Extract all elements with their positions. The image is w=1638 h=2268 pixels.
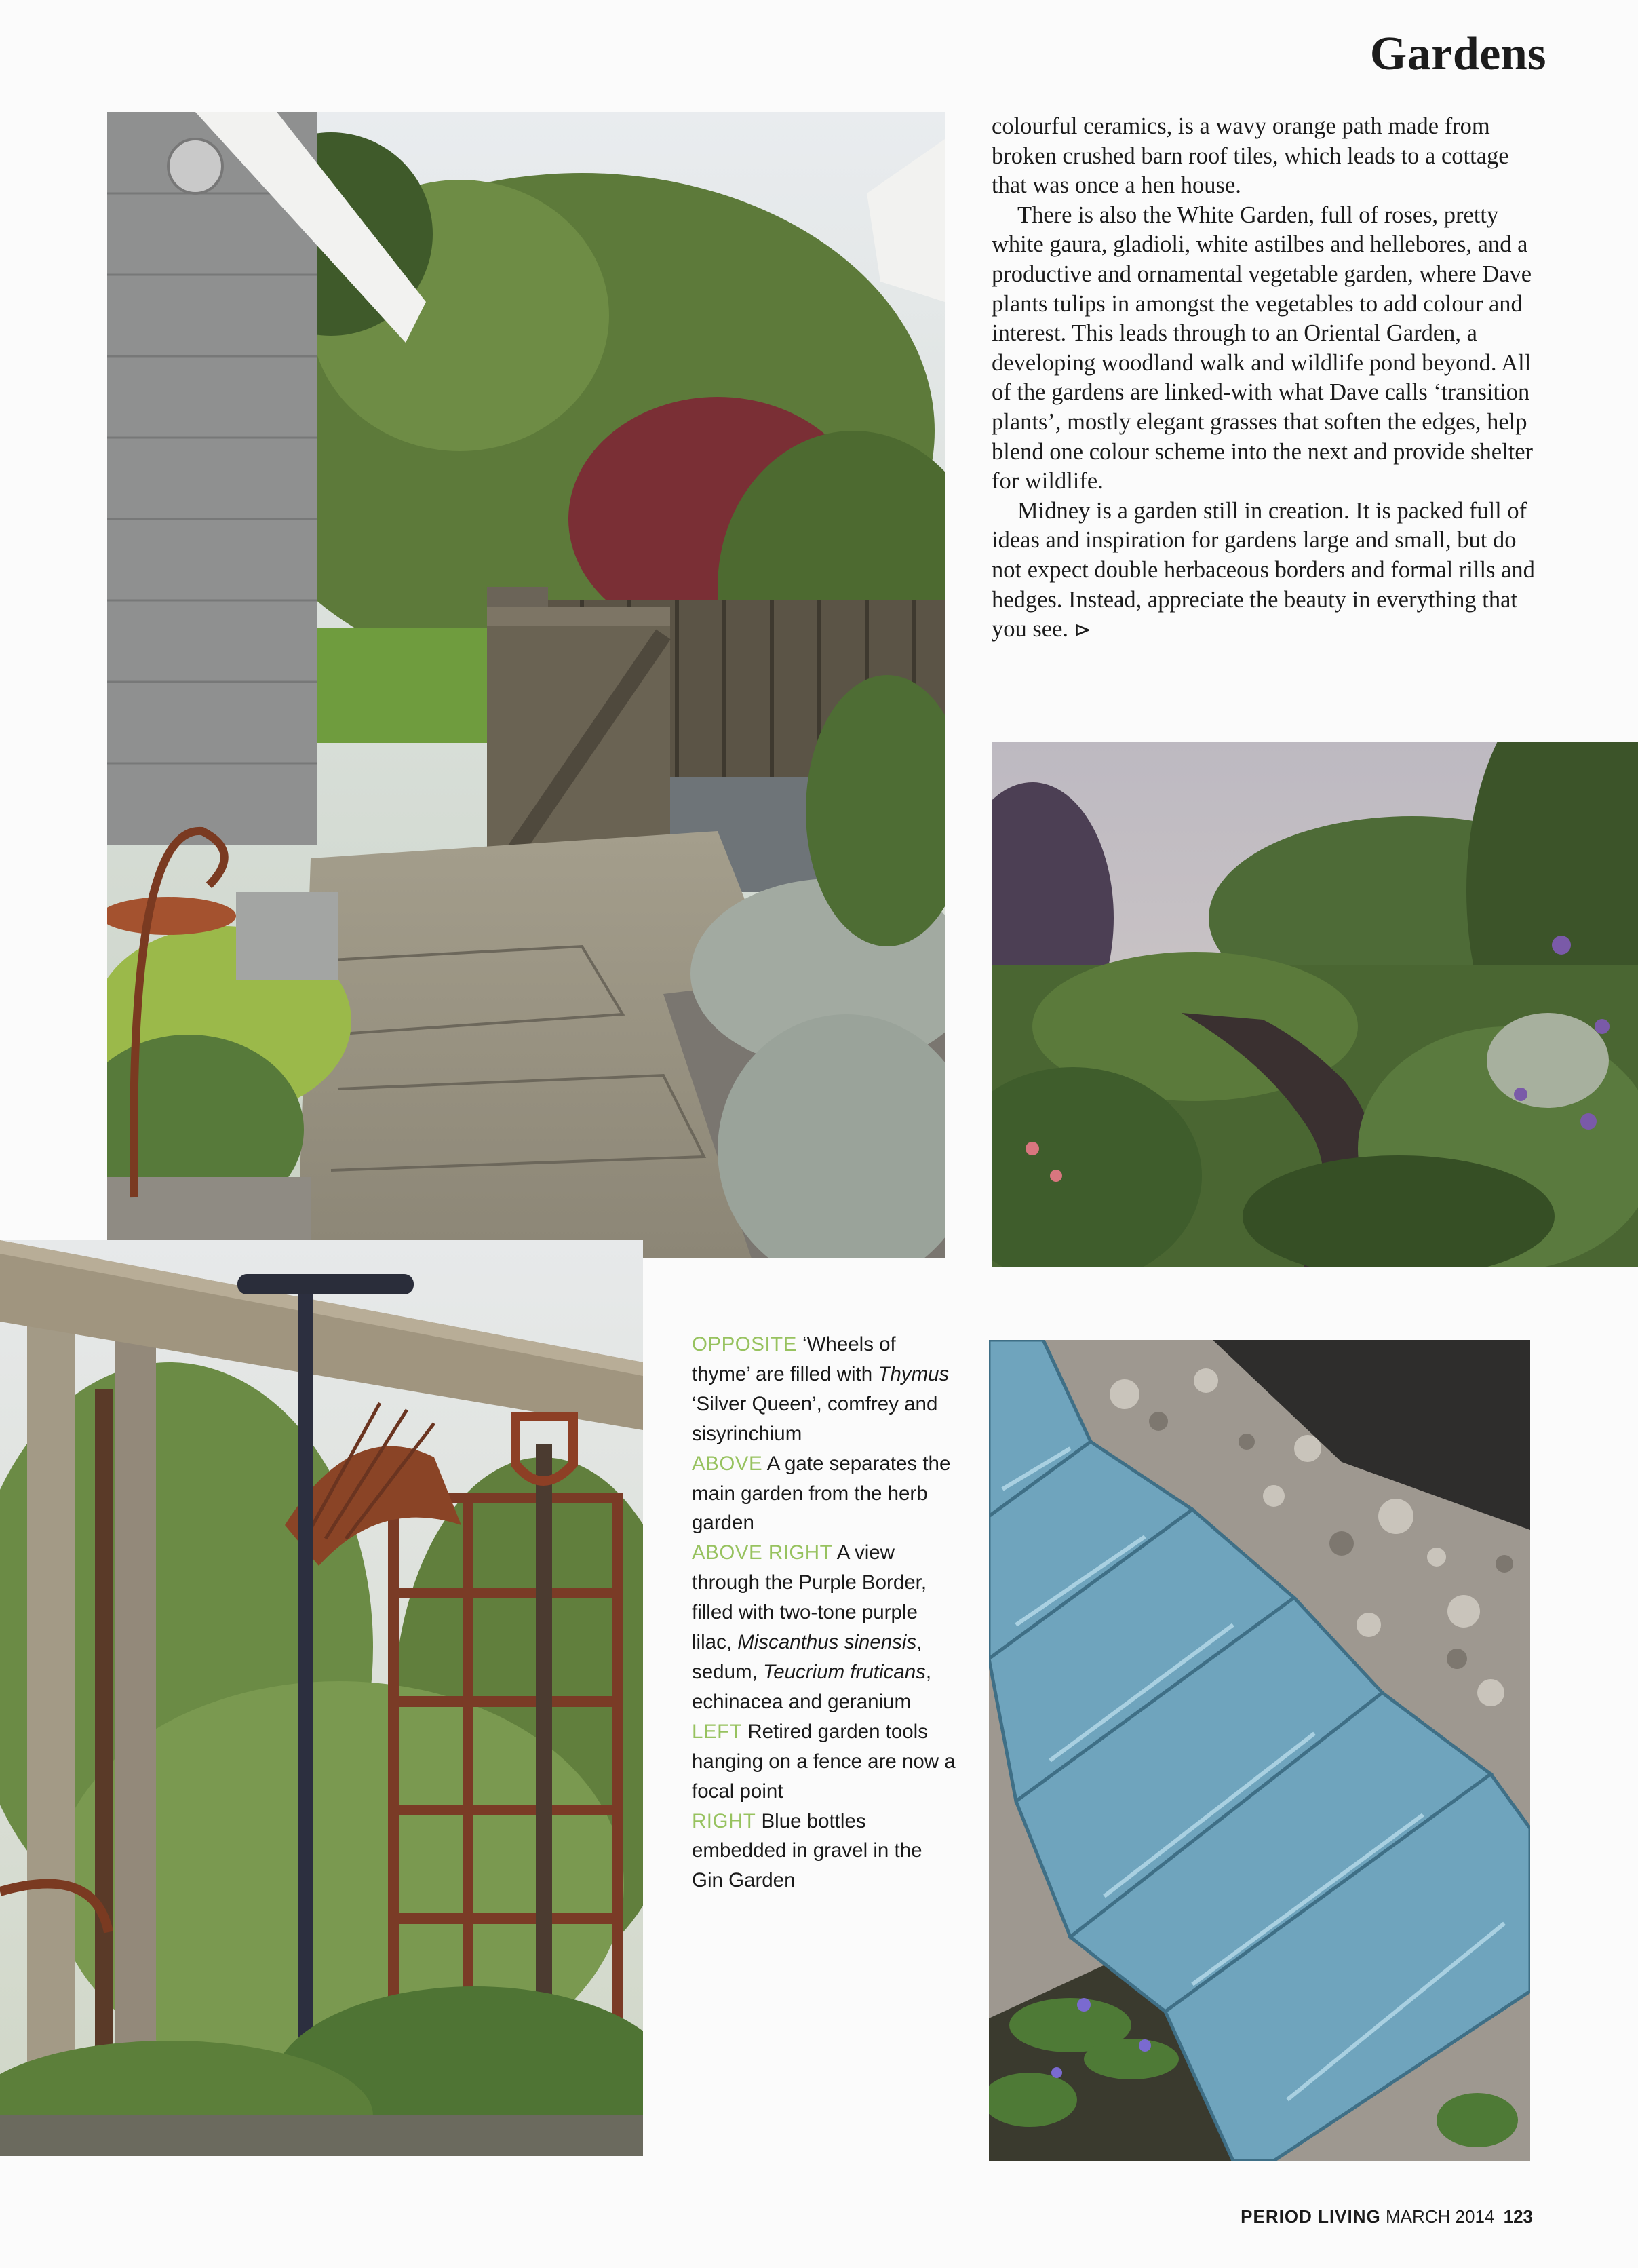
- issue-date: MARCH 2014: [1385, 2206, 1495, 2227]
- purple-border-photo: [992, 742, 1638, 1267]
- caption-label-above: ABOVE: [692, 1452, 763, 1475]
- article-paragraph-1: colourful ceramics, is a wavy orange path made from broken crushed barn roof tiles, which leads to a cottage that was once a hen house.: [992, 113, 1509, 199]
- caption-text-above-right-2: , sedum,: [692, 1631, 922, 1683]
- gate-garden-photo: [107, 112, 945, 1258]
- caption-label-left: LEFT: [692, 1720, 743, 1743]
- caption-label-above-right: ABOVE RIGHT: [692, 1541, 833, 1564]
- blue-bottles-photo: [989, 1340, 1530, 2161]
- article-paragraph-3: [992, 497, 1544, 645]
- caption-italic-miscanthus: Miscanthus sinensis: [737, 1631, 917, 1654]
- magazine-name: PERIOD LIVING: [1241, 2206, 1381, 2227]
- caption-text-opposite-1: ‘Wheels of thyme’ are filled with: [692, 1333, 896, 1385]
- section-title: Gardens: [1369, 28, 1546, 80]
- article-body: [992, 112, 1544, 645]
- caption-italic-thymus: Thymus: [878, 1362, 950, 1385]
- garden-tools-photo: [0, 1240, 643, 2156]
- caption-text-right: Blue bottles embedded in gravel in the Gin Garden: [692, 1809, 922, 1892]
- end-of-article-icon: ⊳: [1074, 619, 1091, 642]
- article-paragraph-2: There is also the White Garden, full of roses, pretty white gaura, gladioli, white astilbes and hellebores, and a productive and ornamental vegetable garden, where Dave plants tulips in amongst the vegetables to add colour and interest. This leads through to an Oriental Garden, a developing woodland walk and wildlife pond beyond. All of the gardens are linked-with what Dave calls ‘transition plants’, mostly elegant grasses that soften the edges, help blend one colour scheme into the next and provide shelter for wildlife.: [992, 201, 1534, 495]
- caption-text-opposite-2: ‘Silver Queen’, comfrey and sisyrinchium: [692, 1392, 938, 1445]
- caption-italic-teucrium: Teucrium fruticans: [762, 1660, 926, 1683]
- page-footer: [1207, 2206, 1533, 2227]
- caption-label-opposite: OPPOSITE: [692, 1333, 797, 1356]
- photo-captions: [692, 1330, 956, 1896]
- caption-text-left: Retired garden tools hanging on a fence are now a focal point: [692, 1720, 956, 1803]
- caption-text-above: A gate separates the main garden from the herb garden: [692, 1452, 951, 1535]
- caption-text-above-right-3: , echinacea and geranium: [692, 1660, 932, 1713]
- article-paragraph-3-text: Midney is a garden still in creation. It is packed full of ideas and inspiration for gardens large and small, but do not expect double herbaceous borders and formal rills and hedges. Instead, appreciate the beauty in everything that you see.: [992, 497, 1535, 642]
- page-number: 123: [1503, 2206, 1533, 2227]
- caption-label-right: RIGHT: [692, 1809, 756, 1832]
- caption-text-above-right-1: A view through the Purple Border, filled with two-tone purple lilac,: [692, 1541, 927, 1654]
